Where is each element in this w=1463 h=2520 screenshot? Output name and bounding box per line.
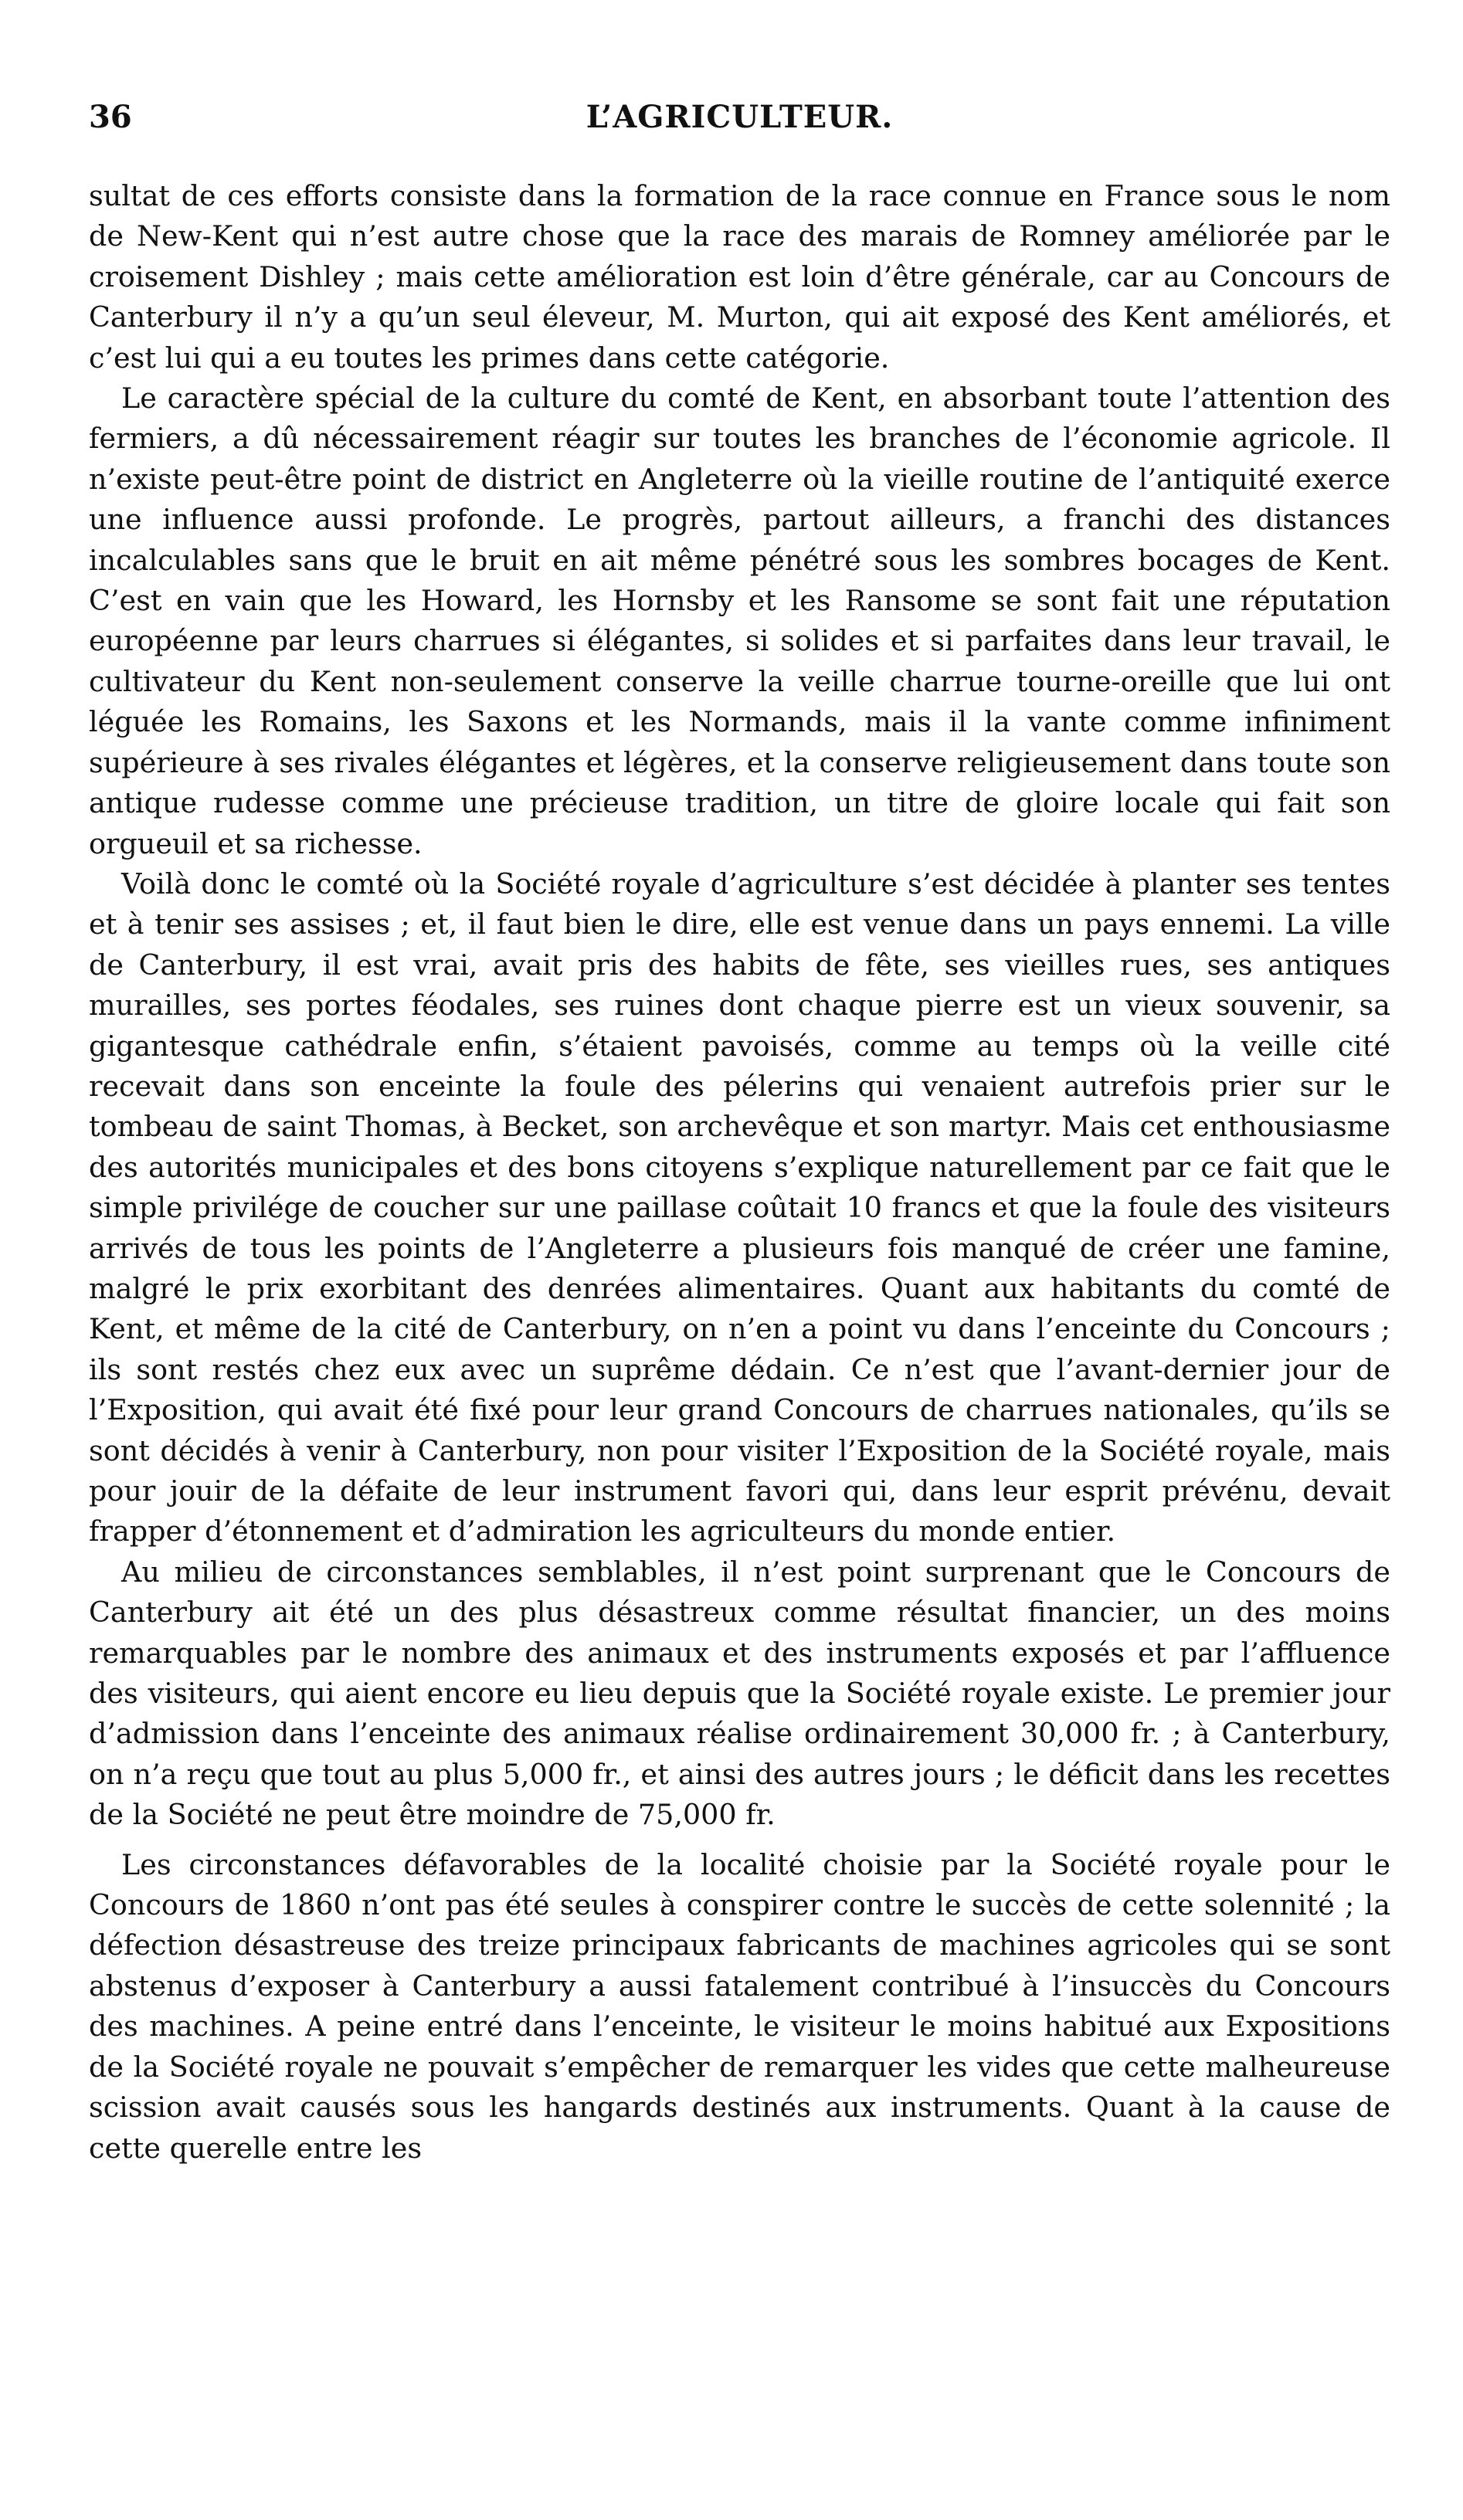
page-number: 36 [89, 99, 132, 135]
running-title: L’AGRICULTEUR. [586, 99, 894, 135]
paragraph-financial-result: Au milieu de circonstances semblables, il n’est point surprenant que le Concours de Canterbury ait été un des plus désastreux comme résultat financier, un des moins remarquables par le nombre des animaux et des instruments exposés et par l’affluence des visiteurs, qui aient encore eu lieu depuis que la Société royale existe. Le premier jour d’admission dans l’enceinte des animaux réalise ordinairement 30,000 fr. ; à Canterbury, on n’a reçu que tout au plus 5,000 fr., et ainsi des autres jours ; le déficit dans les recettes de la Société ne peut être moindre de 75,000 fr. [89, 1555, 1390, 1832]
paragraph-canterbury: Voilà donc le comté où la Société royale d’agriculture s’est décidée à planter ses tentes et à tenir ses assises ; et, il faut bien le dire, elle est venue dans un pays ennemi. La ville de Canterbury, il est vrai, avait pris des habits de fête, ses vieilles rues, ses antiques murailles, ses portes féodales, ses ruines dont chaque pierre est un vieux souvenir, sa gigantesque cathédrale enfin, s’étaient pavoisés, comme au temps où la veille cité recevait dans son enceinte la foule des pélerins qui venaient autrefois prier sur le tombeau de saint Thomas, à Becket, son archevêque et son martyr. Mais cet enthousiasme des autorités municipales et des bons citoyens s’explique naturellement par ce fait que le simple privilége de coucher sur une paillase coûtait 10 francs et que la foule des visiteurs arrivés de tous les points de l’Angleterre a plusieurs fois manqué de créer une famine, malgré le prix exorbitant des denrées alimentaires. Quant aux habitants du comté de Kent, et même de la cité de Canterbury, on n’en a point vu dans l’enceinte du Concours ; ils sont restés chez eux avec un suprême dédain. Ce n’est que l’avant-dernier jour de l’Exposition, qui avait été fixé pour leur grand Concours de charrues nationales, qu’ils se sont décidés à venir à Canterbury, non pour visiter l’Exposition de la Société royale, mais pour jouir de la défaite de leur instrument favori qui, dans leur esprit prévénu, devait frapper d’étonnement et d’admiration les agriculteurs du monde entier. [89, 867, 1390, 1548]
paragraph-kent-culture: Le caractère spécial de la culture du comté de Kent, en absorbant toute l’attention des fermiers, a dû nécessairement réagir sur toutes les branches de l’économie agricole. Il n’existe peut-être point de district en Angleterre où la vieille routine de l’antiquité exerce une influence aussi profonde. Le progrès, partout ailleurs, a franchi des distances incalculables sans que le bruit en ait même pénétré sous les sombres bocages de Kent. C’est en vain que les Howard, les Hornsby et les Ransome se sont fait une réputation européenne par leurs charrues si élégantes, si solides et si parfaites dans leur travail, le cultivateur du Kent non-seulement conserve la veille charrue tourne-oreille que lui ont léguée les Romains, les Saxons et les Normands, mais il la vante comme infiniment supérieure à ses rivales élégantes et légères, et la conserve religieusement dans toute son antique rudesse comme une précieuse tradition, un titre de gloire locale qui fait son orgueuil et sa richesse. [89, 382, 1390, 860]
page-header [89, 93, 1390, 147]
paragraph-continued: sultat de ces efforts consiste dans la formation de la race connue en France sous le nom de New-Kent qui n’est autre chose que la race des marais de Romney améliorée par le croisement Dishley ; mais cette amélioration est loin d’être générale, car au Concours de Canterbury il n’y a qu’un seul éleveur, M. Murton, qui ait exposé des Kent améliorés, et c’est lui qui a eu toutes les primes dans cette catégorie. [89, 179, 1390, 375]
book-page [89, 93, 1390, 2169]
paragraph-machine-concours: Les circonstances défavorables de la localité choisie par la Société royale pour le Concours de 1860 n’ont pas été seules à conspirer contre le succès de cette solennité ; la défection désastreuse des treize principaux fabricants de machines agricoles qui se sont abstenus d’exposer à Canterbury a aussi fatalement contribué à l’insuccès du Concours des machines. A peine entré dans l’enceinte, le visiteur le moins habitué aux Expositions de la Société royale ne pouvait s’empêcher de remarquer les vides que cette malheureuse scission avait causés sous les hangards destinés aux instruments. Quant à la cause de cette querelle entre les [89, 1847, 1390, 2165]
